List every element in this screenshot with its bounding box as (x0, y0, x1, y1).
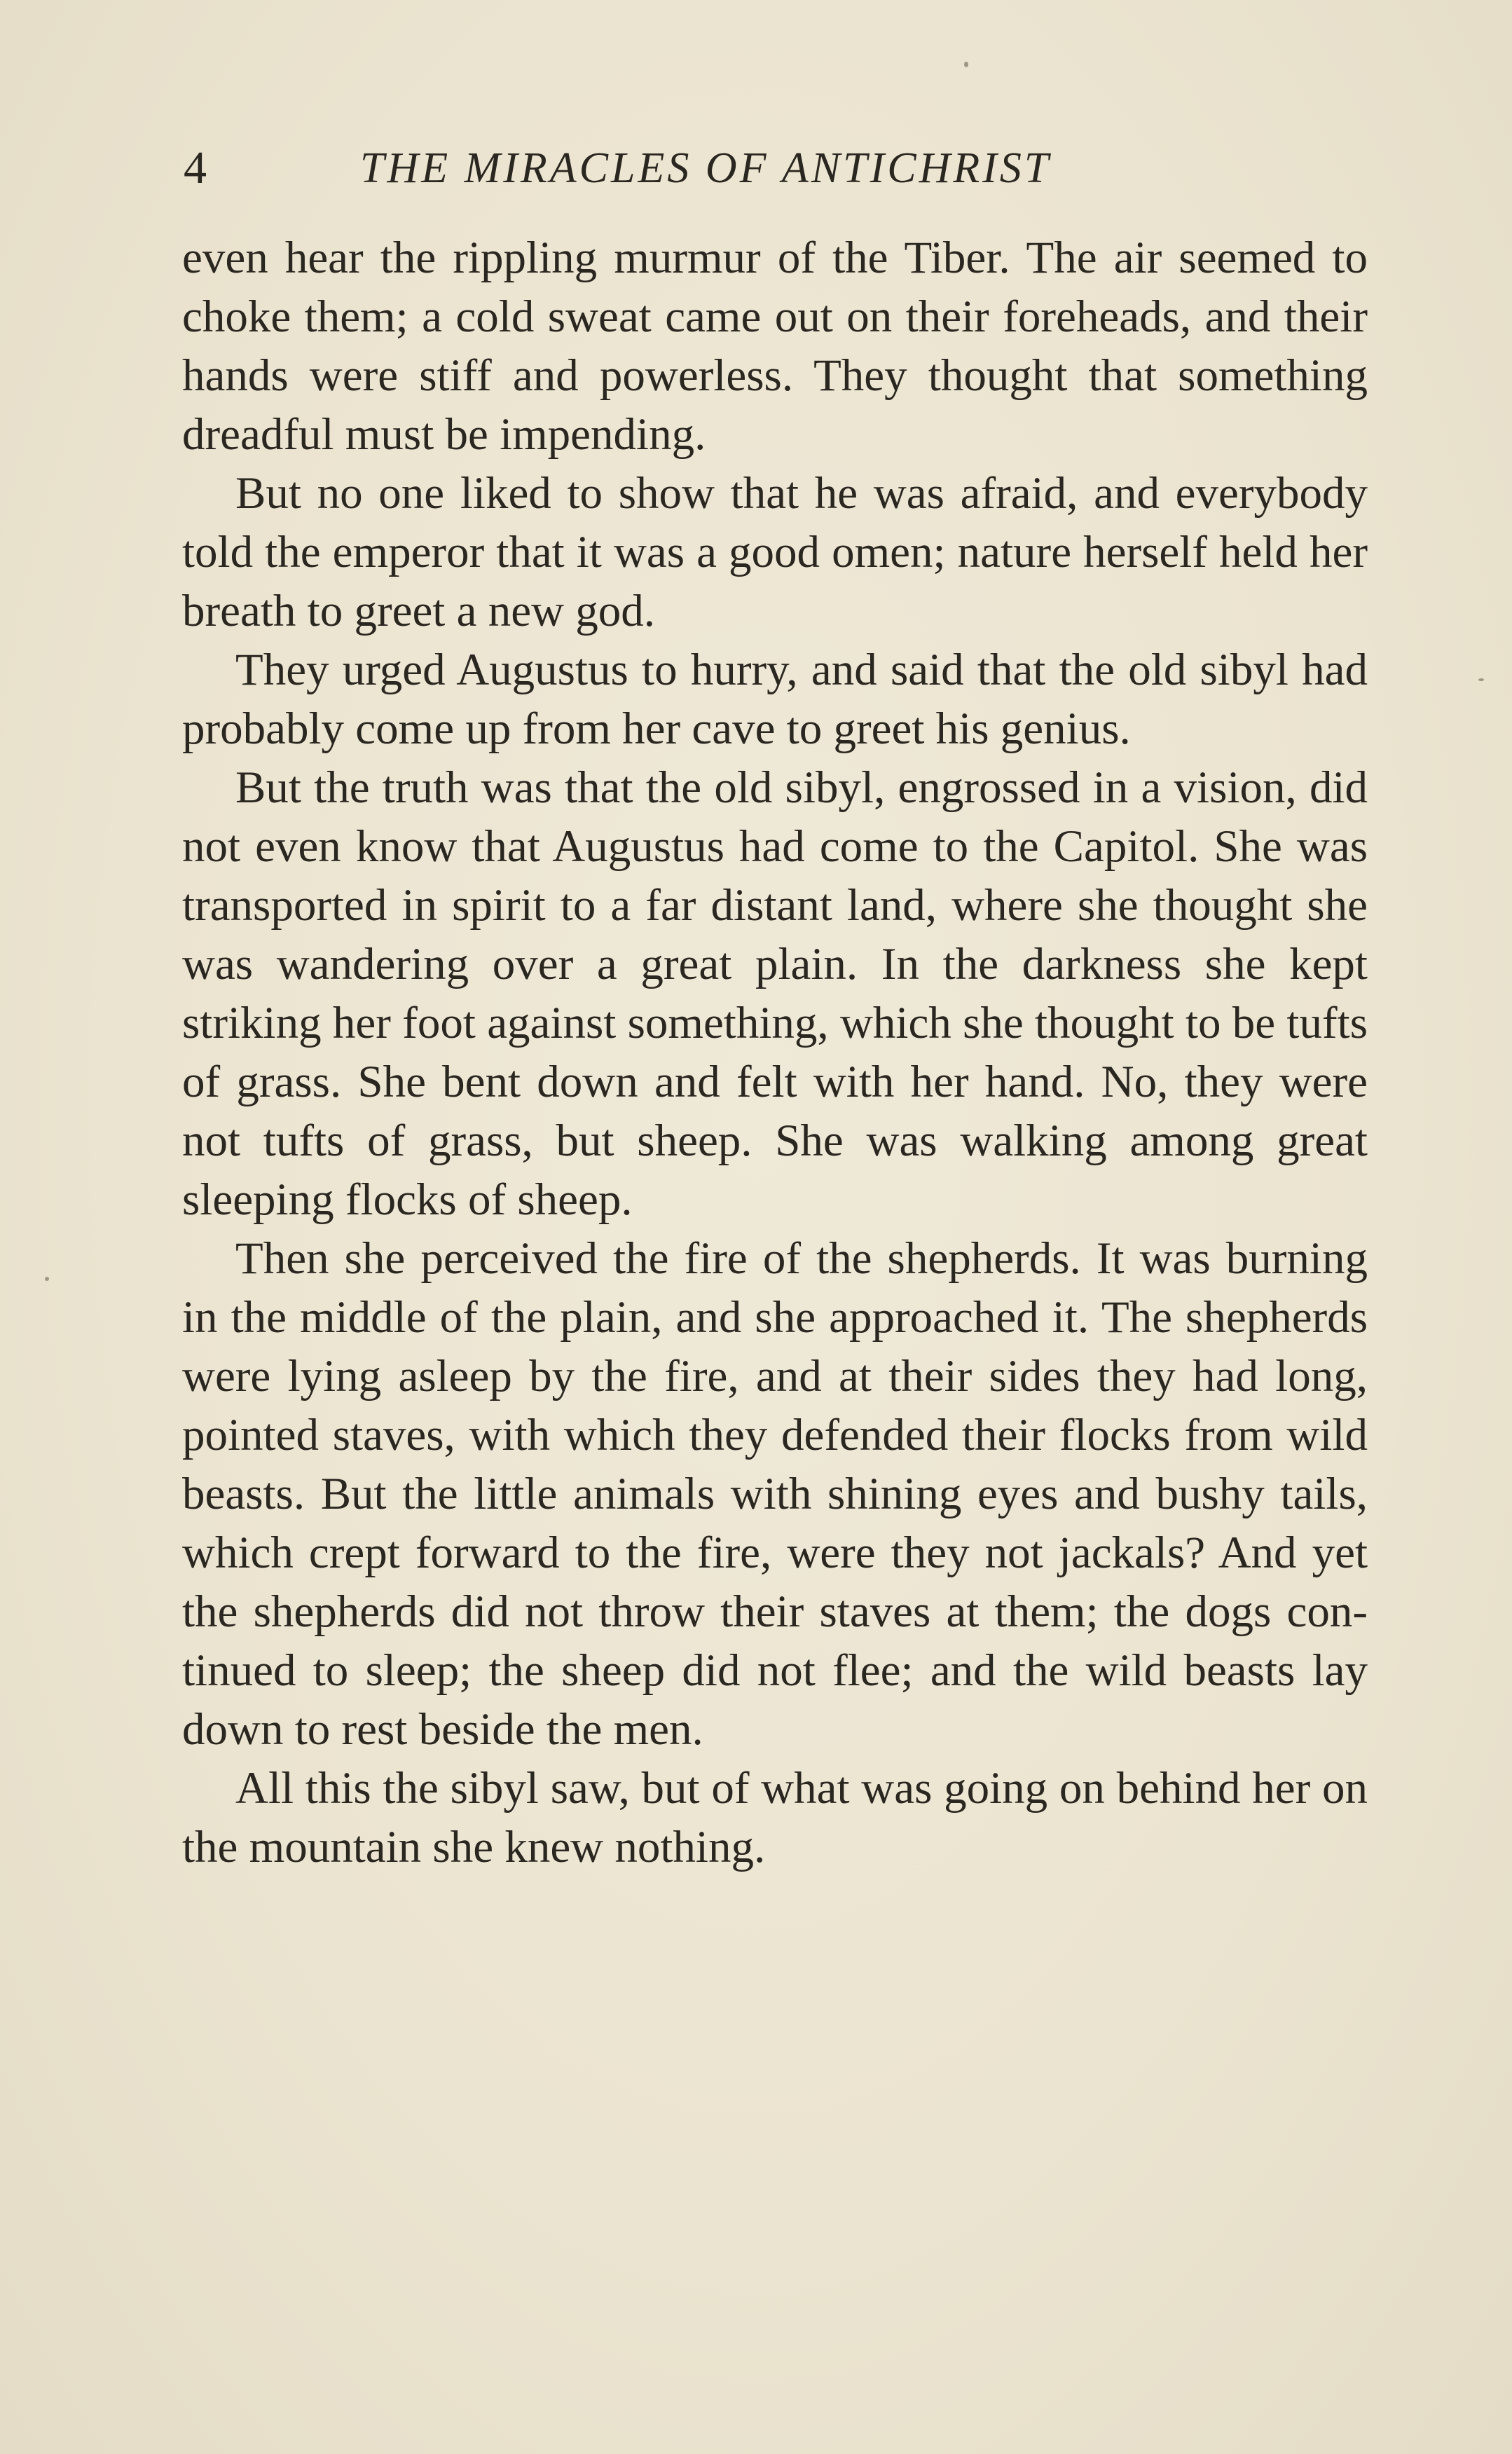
paper-speck (1478, 678, 1484, 681)
paper-speck (964, 62, 968, 67)
paragraph: All this the sibyl saw, but of what was going on behind her on the mountain she knew nothing. (182, 1763, 1368, 1872)
page-number: 4 (184, 142, 207, 193)
page-header (184, 133, 1375, 203)
body-text (182, 228, 1368, 1877)
paragraph: They urged Augustus to hurry, and said that the old sibyl had probably come up from her cave to greet his genius. (182, 645, 1368, 754)
paragraph: But the truth was that the old sibyl, engrossed in a vision, did not even know that Augustus had come to the Capitol. She was transported in spirit to a far distant land, where she thought she was wandering over a great plain. In the darkness she kept striking her foot against something, which she thought to be tufts of grass. She bent down and felt with her hand. No, they were not tufts of grass, but sheep. She was walking among great sleeping flocks of sheep. (182, 762, 1368, 1225)
paragraph: even hear the rippling murmur of the Tiber. The air seemed to choke them; a cold sweat came out on their foreheads, and their hands were stiff and powerless. They thought that something dreadful must be impending. (182, 233, 1368, 460)
paragraph: Then she perceived the fire of the shepherds. It was burning in the middle of the plain, and she approached it. The shepherds were lying asleep by the fire, and at their sides they had long, pointed staves, with which they defended their flocks from wild beasts. But the little animals with shining eyes and bushy tails, which crept forward to the fire, were they not jackals? And yet the shepherds did not throw their staves at them; the dogs continued to sleep; the sheep did not flee; and the wild beasts lay down to rest beside the men. (182, 1233, 1368, 1755)
paper-speck (45, 1277, 49, 1281)
running-head: THE MIRACLES OF ANTICHRIST (360, 144, 1052, 192)
paragraph: But no one liked to show that he was afraid, and everybody told the emperor that it was a good omen; nature herself held her breath to greet a new god. (182, 468, 1368, 636)
